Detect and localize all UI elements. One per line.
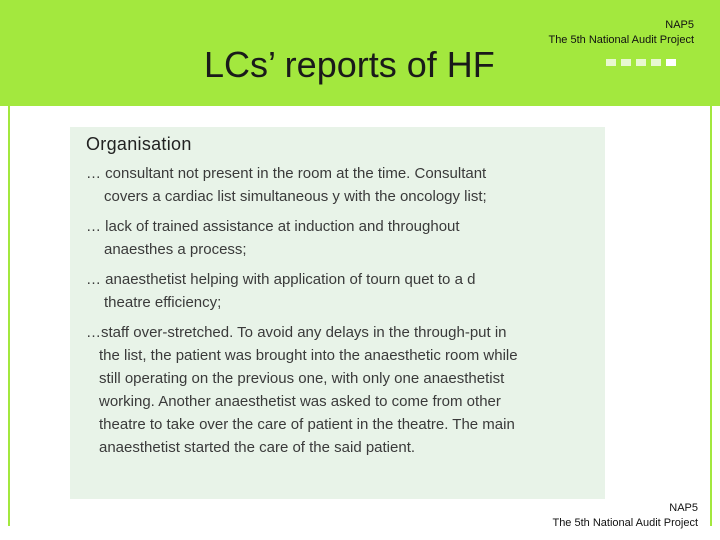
header-brand-line1: NAP5 [665,19,694,31]
section-heading: Organisation [86,134,192,154]
list-item-line: … anaesthetist helping with application of tourn quet to a d [86,271,476,288]
footer-brand [552,501,698,531]
list-item-line: still operating on the previous one, with only one anaesthetist [99,370,505,387]
list-item-line: … lack of trained assistance at induction and throughout [86,218,460,235]
list-item-line: anaesthetist started the care of the said patient. [99,439,416,456]
header-brand-line2: The 5th National Audit Project [548,34,694,46]
header-brand [548,18,694,48]
list-item-line: working. Another anaesthetist was asked to come from other [99,393,501,410]
progress-dot [651,59,661,66]
list-item [86,215,460,261]
progress-dots [606,59,676,66]
list-item [86,162,487,208]
slide-title: LCs’ reports of HF [204,44,495,85]
list-item-line: the list, the patient was brought into the anaesthetic room while [99,347,518,364]
list-item-line: anaesthes a process; [104,241,247,258]
list-item [86,268,475,314]
list-item-line: … consultant not present in the room at the time. Consultant [86,165,487,182]
footer-brand-line1: NAP5 [669,502,698,514]
list-item-line: covers a cardiac list simultaneous y with the oncology list; [104,188,487,205]
progress-dot [666,59,676,66]
list-item-line: theatre efficiency; [104,294,222,311]
list-item-line: …staff over-stretched. To avoid any delays in the through-put in [86,324,507,341]
progress-dot [606,59,616,66]
progress-dot [621,59,631,66]
list-item [86,321,518,459]
progress-dot [636,59,646,66]
footer-brand-line2: The 5th National Audit Project [552,517,698,529]
list-item-line: theatre to take over the care of patient in the theatre. The main [99,416,515,433]
